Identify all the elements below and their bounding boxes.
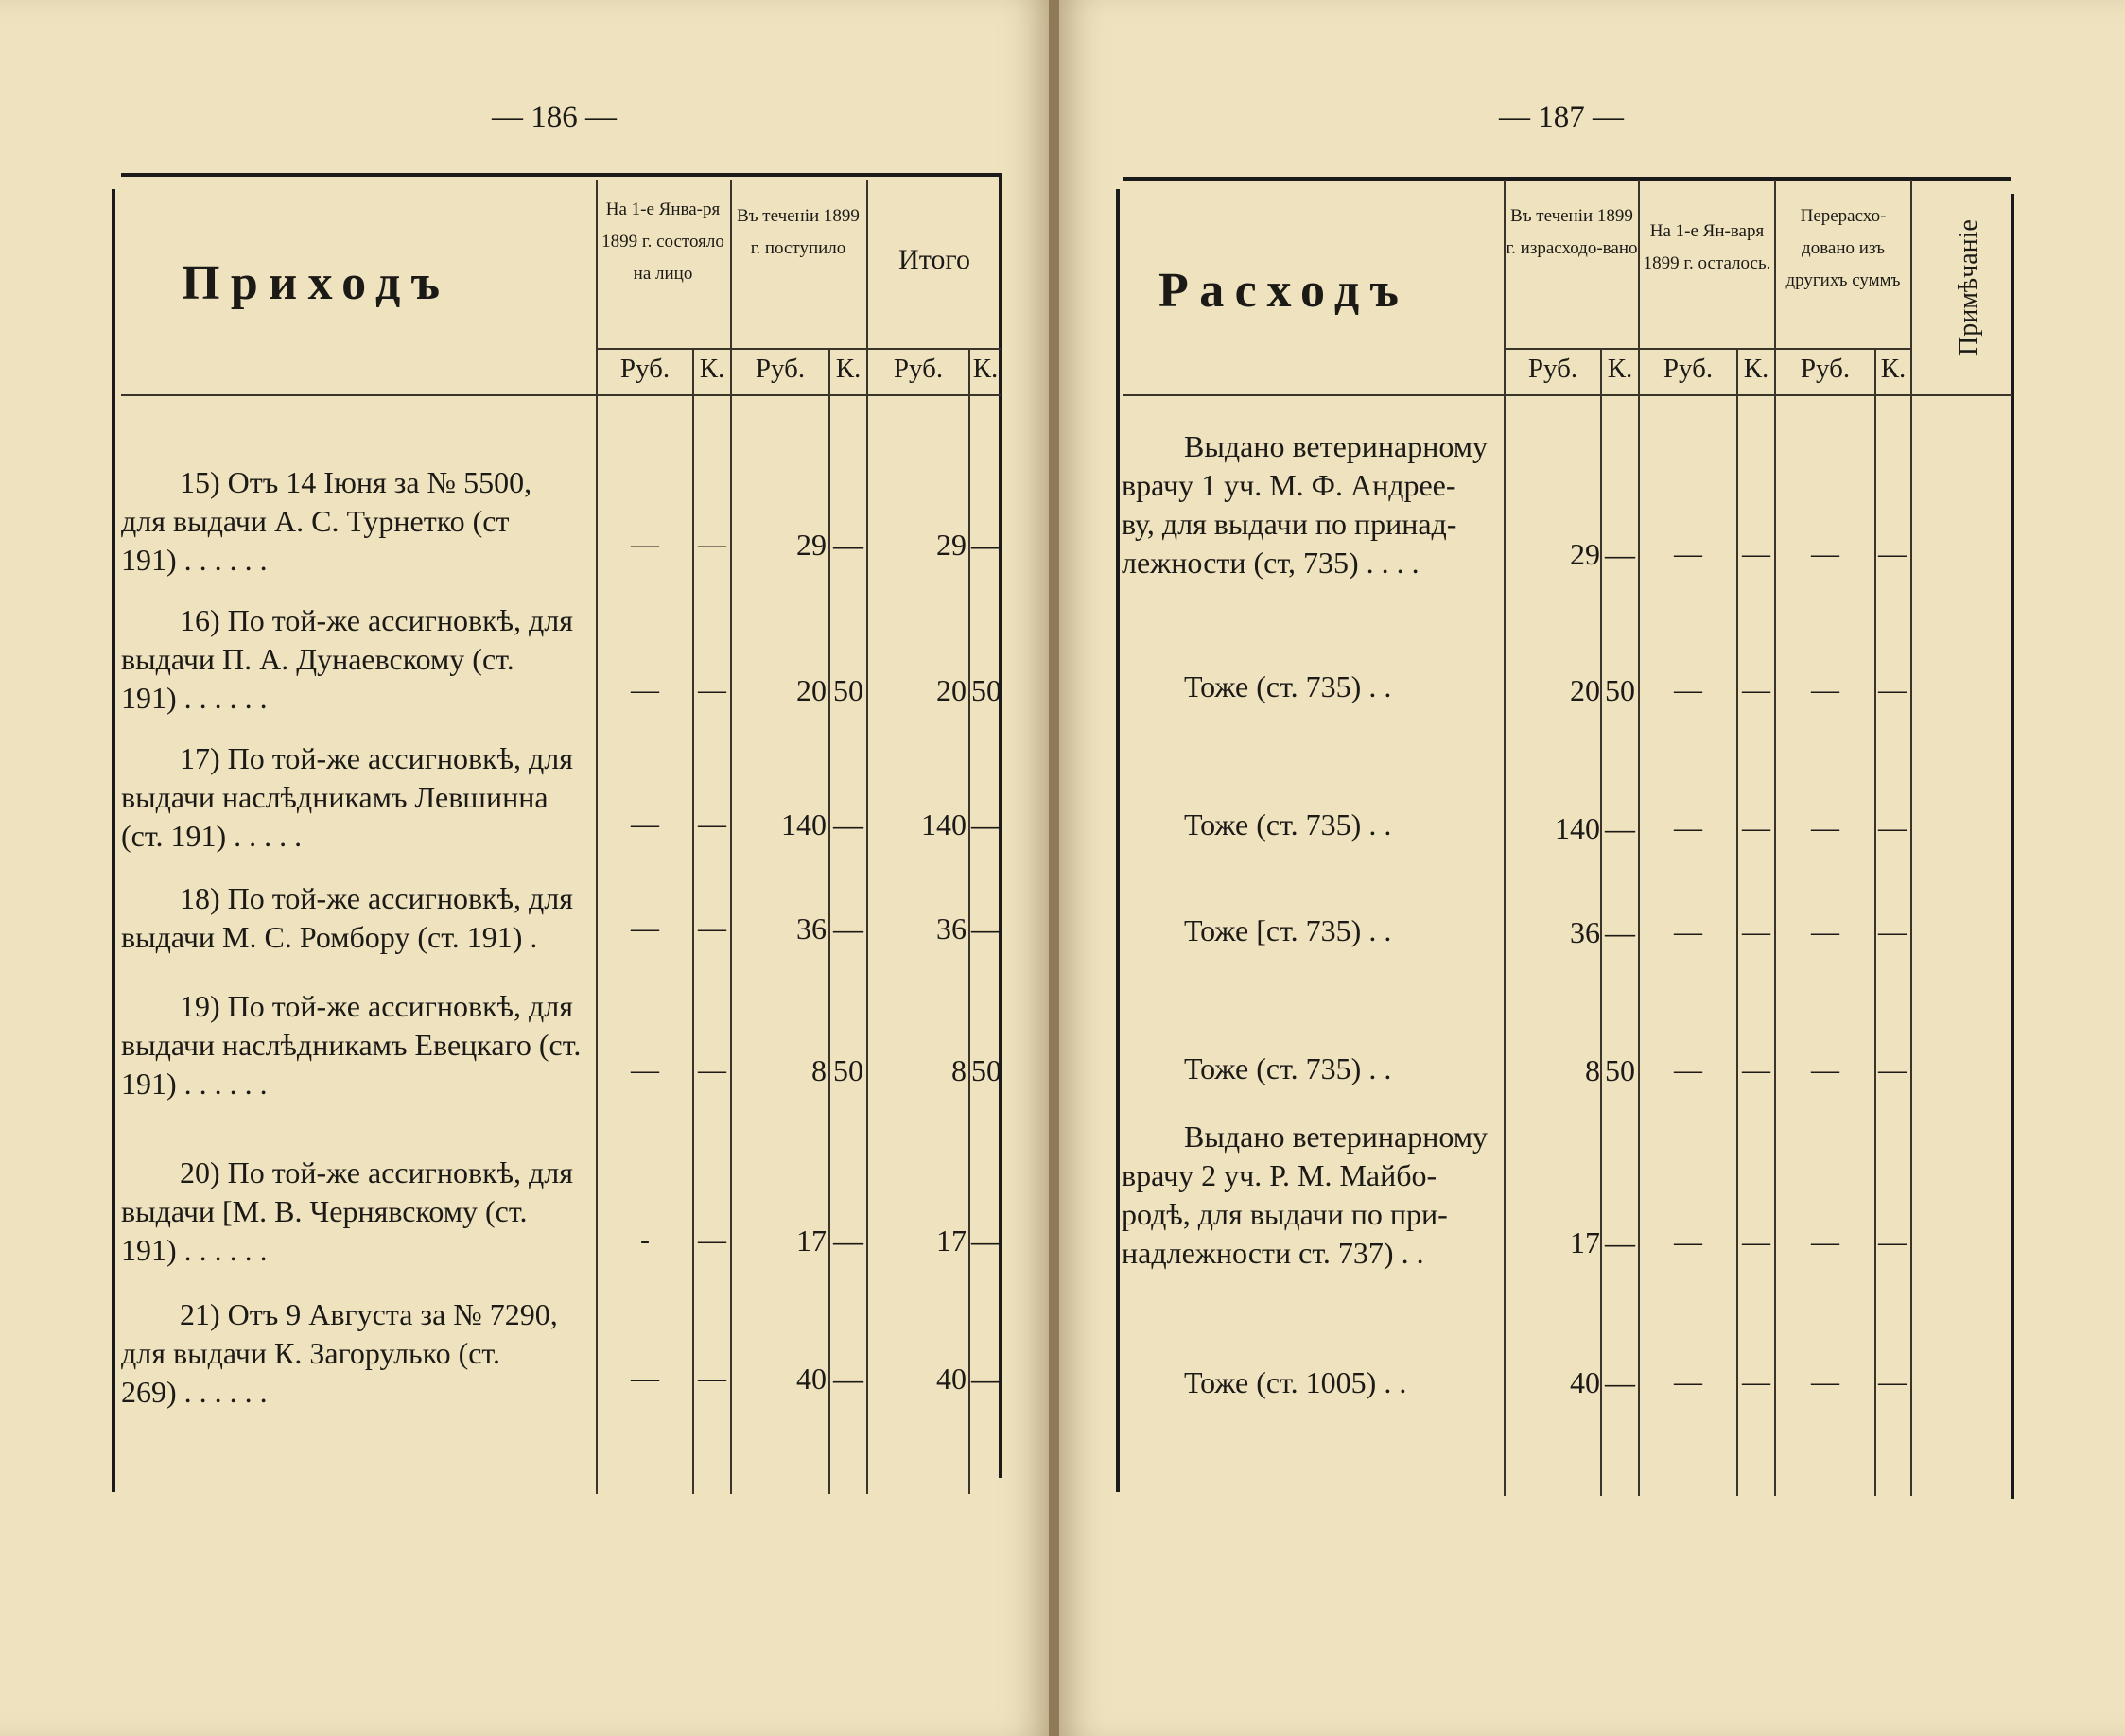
- header-subline: [1504, 348, 1910, 350]
- description-line: выдачи наслѣдникамъ Левшинна: [121, 780, 549, 814]
- overspent-rub: —: [1811, 812, 1839, 843]
- income-title: Приходъ: [182, 256, 451, 310]
- total-kop: —: [971, 807, 1002, 842]
- expense-entry-description: [1184, 668, 1496, 706]
- during-rub: 36: [796, 911, 827, 946]
- jan1-kop: —: [698, 1054, 726, 1085]
- overspent-rub: —: [1811, 674, 1839, 705]
- description-line: выдачи [М. В. Чернявскому (ст.: [121, 1194, 528, 1228]
- description-line: Тоже (ст. 1005) . .: [1184, 1365, 1407, 1399]
- during-kop: —: [833, 528, 863, 562]
- spent-rub: 17: [1570, 1225, 1600, 1259]
- spent-rub: 40: [1570, 1365, 1600, 1399]
- subheader-rub: Руб.: [755, 354, 806, 384]
- during-kop: —: [833, 807, 863, 842]
- subheader-rub: Руб.: [893, 354, 944, 384]
- overspent-kop: —: [1878, 674, 1907, 705]
- col-header-jan1: На 1-е Янва-ря 1899 г. состояло на лицо: [601, 200, 724, 284]
- during-kop: 50: [833, 673, 863, 707]
- spent-rub: 140: [1555, 811, 1600, 845]
- remaining-rub: —: [1674, 674, 1702, 705]
- subheader-rub: Руб.: [1800, 354, 1851, 384]
- description-line: 269) . . . . . .: [121, 1375, 268, 1409]
- overspent-kop: —: [1878, 1054, 1907, 1085]
- jan1-rub: —: [631, 1363, 659, 1394]
- remaining-kop: —: [1742, 1226, 1770, 1258]
- col-divider: [1910, 180, 1912, 1496]
- jan1-rub: —: [631, 1054, 659, 1085]
- remaining-kop: —: [1742, 1366, 1770, 1397]
- col-header-overspent: Перерасхо-довано изъ другихъ суммъ: [1785, 206, 1901, 290]
- spent-kop: 50: [1605, 673, 1635, 707]
- during-kop: —: [833, 911, 863, 946]
- col-header-during: Въ теченіи 1899 г. поступило: [737, 206, 860, 258]
- subheader-kop: К.: [972, 354, 999, 384]
- description-line: Выдано ветеринарному: [1184, 429, 1488, 463]
- remaining-rub: —: [1674, 812, 1702, 843]
- income-entry-description: [121, 463, 591, 580]
- description-line: 19) По той-же ассигновкѣ, для: [180, 989, 573, 1023]
- description-line: Тоже (ст. 735) . .: [1184, 807, 1392, 842]
- description-line: 18) По той-же ассигновкѣ, для: [180, 881, 573, 915]
- jan1-rub: —: [631, 529, 659, 560]
- description-line: родѣ, для выдачи по при-: [1122, 1197, 1448, 1231]
- total-rub: 140: [921, 807, 967, 842]
- during-kop: 50: [833, 1053, 863, 1087]
- description-line: для выдачи А. С. Турнетко (ст: [121, 504, 510, 538]
- spent-kop: —: [1605, 537, 1635, 571]
- description-line: выдачи наслѣдникамъ Евецкаго (ст.: [121, 1028, 582, 1062]
- subheader-rub: Руб.: [619, 354, 671, 384]
- overspent-kop: —: [1878, 538, 1907, 569]
- top-rule: [1123, 177, 2011, 181]
- subheader-rub: Руб.: [1527, 354, 1578, 384]
- total-kop: —: [971, 911, 1002, 946]
- during-rub: 40: [796, 1362, 827, 1396]
- remaining-rub: —: [1674, 916, 1702, 947]
- during-rub: 140: [781, 807, 827, 842]
- during-rub: 20: [796, 673, 827, 707]
- jan1-rub: —: [631, 674, 659, 705]
- remaining-rub: —: [1674, 538, 1702, 569]
- description-line: надлежности ст. 737) . .: [1122, 1236, 1424, 1270]
- spent-rub: 8: [1585, 1053, 1600, 1087]
- income-entry-description: [121, 1295, 591, 1412]
- col-header-remaining: На 1-е Ян-варя 1899 г. осталось.: [1643, 221, 1771, 273]
- overspent-kop: —: [1878, 812, 1907, 843]
- overspent-kop: —: [1878, 916, 1907, 947]
- expense-entry-description: [1122, 1118, 1496, 1273]
- col-header-spent: Въ теченіи 1899 г. израсходо-вано: [1506, 206, 1638, 258]
- overspent-kop: —: [1878, 1366, 1907, 1397]
- col-header-total: Итого: [898, 244, 970, 275]
- overspent-kop: —: [1878, 1226, 1907, 1258]
- header-bottom-line: [121, 394, 1001, 396]
- description-line: 21) Отъ 9 Августа за № 7290,: [180, 1297, 558, 1331]
- jan1-kop: —: [698, 1224, 726, 1256]
- total-kop: —: [971, 1224, 1002, 1258]
- remaining-kop: —: [1742, 1054, 1770, 1085]
- jan1-rub: —: [631, 808, 659, 840]
- jan1-kop: —: [698, 529, 726, 560]
- header-subline: [596, 348, 1001, 350]
- description-line: 15) Отъ 14 Іюня за № 5500,: [180, 465, 532, 499]
- spent-rub: 36: [1570, 915, 1600, 949]
- during-kop: —: [833, 1362, 863, 1396]
- total-rub: 20: [936, 673, 967, 707]
- remaining-rub: —: [1674, 1366, 1702, 1397]
- description-line: 191) . . . . . .: [121, 1067, 268, 1101]
- overspent-rub: —: [1811, 1054, 1839, 1085]
- jan1-kop: —: [698, 674, 726, 705]
- description-line: для выдачи К. Загорулько (ст.: [121, 1336, 500, 1370]
- remaining-kop: —: [1742, 812, 1770, 843]
- during-rub: 17: [796, 1224, 827, 1258]
- description-line: Тоже (ст. 735) . .: [1184, 1051, 1392, 1085]
- income-entry-description: [121, 1154, 591, 1270]
- subheader-rub: Руб.: [1663, 354, 1714, 384]
- subheader-kop: К.: [1743, 354, 1769, 384]
- expense-title: Расходъ: [1158, 264, 1410, 318]
- description-line: (ст. 191) . . . . .: [121, 819, 303, 853]
- jan1-rub: -: [640, 1224, 650, 1256]
- description-line: 17) По той-же ассигновкѣ, для: [180, 741, 573, 775]
- col-header-note: Примѣчаніе: [1954, 219, 1983, 356]
- income-entry-description: [121, 879, 591, 957]
- total-rub: 40: [936, 1362, 967, 1396]
- description-line: Тоже (ст. 735) . .: [1184, 669, 1392, 703]
- description-line: 191) . . . . . .: [121, 543, 268, 577]
- description-line: врачу 1 уч. М. Ф. Андрее-: [1122, 468, 1456, 502]
- jan1-kop: —: [698, 1363, 726, 1394]
- spent-kop: —: [1605, 1225, 1635, 1259]
- during-rub: 29: [796, 528, 827, 562]
- description-line: лежности (ст, 735) . . . .: [1122, 546, 1420, 580]
- total-kop: 50: [971, 1053, 1002, 1087]
- during-rub: 8: [811, 1053, 827, 1087]
- remaining-rub: —: [1674, 1226, 1702, 1258]
- total-kop: 50: [971, 673, 1002, 707]
- subheader-kop: К.: [1880, 354, 1907, 384]
- jan1-rub: —: [631, 912, 659, 944]
- description-line: врачу 2 уч. Р. М. Майбо-: [1122, 1158, 1437, 1192]
- left-border: [112, 189, 115, 1492]
- remaining-rub: —: [1674, 1054, 1702, 1085]
- remaining-kop: —: [1742, 674, 1770, 705]
- expense-entry-description: [1184, 911, 1496, 950]
- overspent-rub: —: [1811, 538, 1839, 569]
- description-line: 191) . . . . . .: [121, 681, 268, 715]
- left-page: [0, 0, 1049, 1736]
- overspent-rub: —: [1811, 916, 1839, 947]
- overspent-rub: —: [1811, 1366, 1839, 1397]
- header-bottom-line: [1123, 394, 2012, 396]
- total-kop: —: [971, 1362, 1002, 1396]
- description-line: ву, для выдачи по принад-: [1122, 507, 1457, 541]
- description-line: выдачи М. С. Ромбору (ст. 191) .: [121, 920, 538, 954]
- description-line: Тоже [ст. 735) . .: [1184, 913, 1392, 947]
- spent-rub: 29: [1570, 537, 1600, 571]
- income-entry-description: [121, 601, 591, 718]
- top-rule: [121, 173, 1001, 177]
- expense-entry-description: [1122, 427, 1496, 582]
- subheader-kop: К.: [835, 354, 862, 384]
- income-entry-description: [121, 987, 591, 1103]
- expense-entry-description: [1184, 1050, 1496, 1088]
- total-kop: —: [971, 528, 1002, 562]
- page-number-right: — 187 —: [1499, 100, 1624, 134]
- subheader-kop: К.: [1607, 354, 1633, 384]
- spent-rub: 20: [1570, 673, 1600, 707]
- description-line: 20) По той-же ассигновкѣ, для: [180, 1155, 573, 1189]
- expense-entry-description: [1184, 806, 1496, 844]
- jan1-kop: —: [698, 912, 726, 944]
- during-kop: —: [833, 1224, 863, 1258]
- jan1-kop: —: [698, 808, 726, 840]
- left-border: [1116, 189, 1120, 1492]
- description-line: Выдано ветеринарному: [1184, 1120, 1488, 1154]
- total-rub: 17: [936, 1224, 967, 1258]
- expense-entry-description: [1184, 1363, 1496, 1402]
- remaining-kop: —: [1742, 916, 1770, 947]
- spent-kop: —: [1605, 915, 1635, 949]
- page-number-left: — 186 —: [492, 100, 617, 134]
- description-line: выдачи П. А. Дунаевскому (ст.: [121, 642, 514, 676]
- total-rub: 29: [936, 528, 967, 562]
- right-border: [2011, 194, 2014, 1499]
- spent-kop: —: [1605, 811, 1635, 845]
- total-rub: 8: [951, 1053, 967, 1087]
- remaining-kop: —: [1742, 538, 1770, 569]
- subheader-kop: К.: [699, 354, 725, 384]
- book-gutter: [1049, 0, 1059, 1736]
- spent-kop: —: [1605, 1365, 1635, 1399]
- spent-kop: 50: [1605, 1053, 1635, 1087]
- overspent-rub: —: [1811, 1226, 1839, 1258]
- description-line: 16) По той-же ассигновкѣ, для: [180, 603, 573, 637]
- description-line: 191) . . . . . .: [121, 1233, 268, 1267]
- total-rub: 36: [936, 911, 967, 946]
- income-entry-description: [121, 739, 591, 856]
